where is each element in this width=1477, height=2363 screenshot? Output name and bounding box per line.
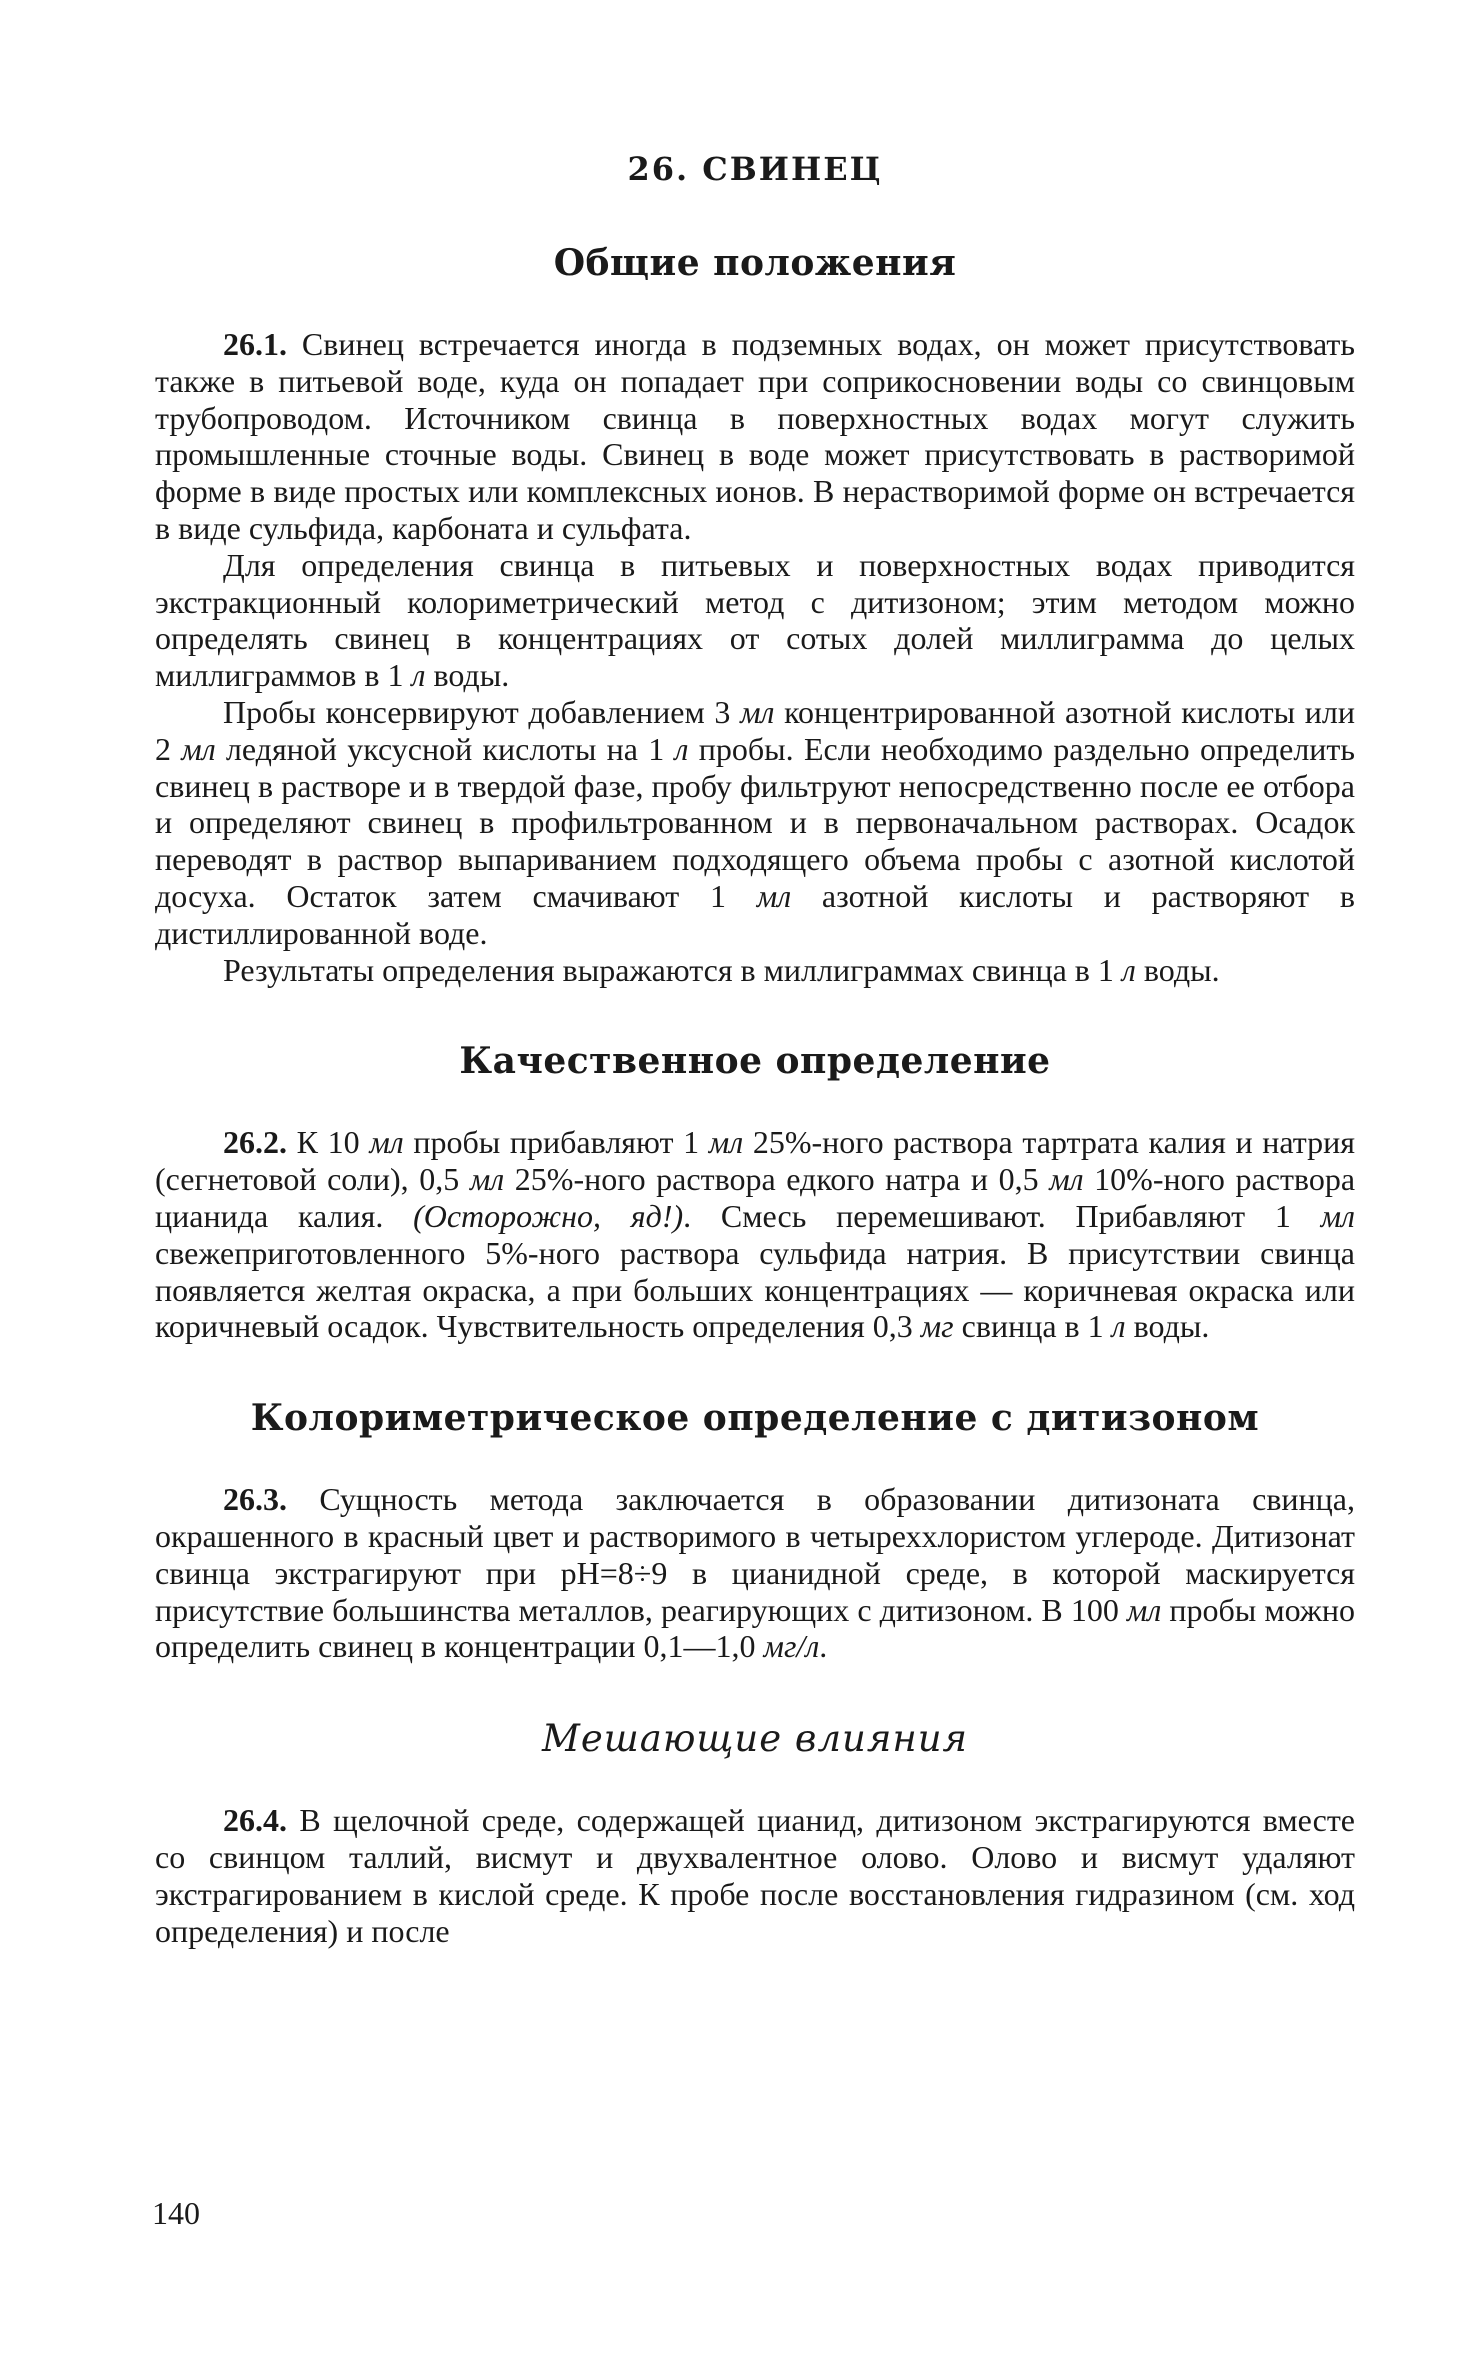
paragraph-26-3: 26.3. Сущность метода заключается в образовании дитизоната свинца, окрашенного в красный цвет и растворимого в четыреххлористом углероде. Дитизонат свинца экстрагируют при pH=8÷9 в цианидной среде, в которой маскируется присутствие большинства металлов, реагирующих с дитизоном. В 100 мл пробы можно определить свинец в концентрации 0,1—1,0 мг/л. bbox=[155, 1481, 1356, 1665]
paragraph-26-4: 26.4. В щелочной среде, содержащей цианид, дитизоном экстрагируются вместе со свинцом таллий, висмут и двухвалентное олово. Олово и висмут удаляют экстрагированием в кислой среде. К пробе после восстановления гидразином (см. ход определения) и после bbox=[155, 1802, 1355, 1949]
warning-note: (Осторожно, яд!) bbox=[413, 1197, 684, 1234]
paragraph-number: 26.2. bbox=[223, 1124, 287, 1161]
paragraph-number: 26.3. bbox=[223, 1481, 287, 1518]
section-heading-colorimetric: Колориметрическое определение с дитизоном bbox=[250, 1397, 1260, 1440]
page-number: 140 bbox=[152, 2195, 200, 2231]
paragraph-preservation: Пробы консервируют добавлением 3 мл концентрированной азотной кислоты или 2 мл ледяной уксусной кислоты на 1 л пробы. Если необходимо раздельно определить свинец в растворе и в твердой фазе, пробу фильтруют непосредственно после ее отбора и определяют свинец в профильтрованном и в первоначальном растворах. Осадок переводят в раствор выпариванием подходящего объема пробы с азотной кислотой досуха. Остаток затем смачивают 1 мл азотной кислоты и растворяют в дистиллированной воде. bbox=[155, 693, 1356, 951]
chapter-title: 26. СВИНЕЦ bbox=[627, 150, 883, 188]
paragraph-26-2: 26.2. К 10 мл пробы прибавляют 1 мл 25%-ного раствора тартрата калия и натрия (сегнетовой соли), 0,5 мл 25%-ного раствора едкого натра и 0,5 мл 10%-ного раствора цианида калия. (Осторожно, яд!). Смесь перемешивают. Прибавляют 1 мл свежеприготовленного 5%-ного раствора сульфида натрия. В присутствии свинца появляется желтая окраска, а при больших концентрациях — коричневая окраска или коричневый осадок. Чувствительность определения 0,3 мг свинца в 1 л воды. bbox=[155, 1124, 1356, 1345]
paragraph-results: Результаты определения выражаются в миллиграммах свинца в 1 л воды. bbox=[223, 951, 1220, 988]
paragraph-number: 26.4. bbox=[223, 1802, 287, 1839]
section-heading-qualitative: Качественное определение bbox=[459, 1040, 1051, 1083]
section-heading-general: Общие положения bbox=[553, 242, 957, 284]
paragraph-method-intro: Для определения свинца в питьевых и поверхностных водах приводится экстракционный колориметрический метод с дитизоном; этим методом можно определять свинец в концентрациях от сотых долей миллиграмма до целых миллиграммов в 1 л воды. bbox=[155, 546, 1355, 694]
section-heading-interferences: Мешающие влияния bbox=[541, 1717, 969, 1761]
page-body bbox=[155, 150, 1355, 1949]
paragraph-number: 26.1. bbox=[223, 326, 287, 362]
paragraph-26-1: 26.1. Свинец встречается иногда в подземных водах, он может присутствовать также в питьевой воде, куда он попадает при соприкосновении воды со свинцовым трубопроводом. Источником свинца в поверхностных водах могут служить промышленные сточные воды. Свинец в воде может присутствовать в растворимой форме в виде простых или комплексных ионов. В нерастворимой форме он встречается в виде сульфида, карбоната и сульфата. bbox=[155, 326, 1355, 546]
